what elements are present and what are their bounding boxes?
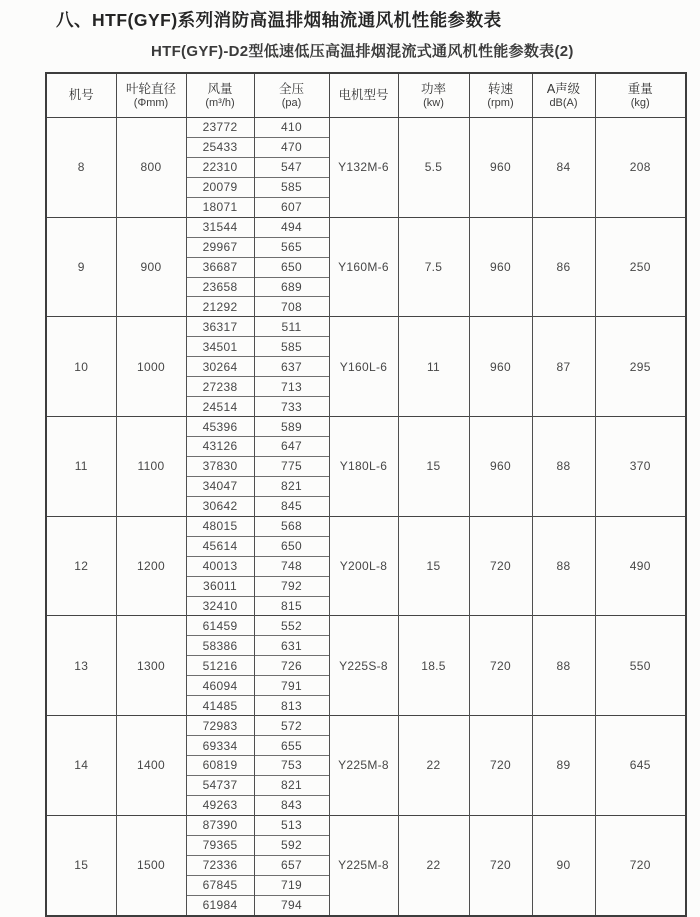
column-header-label: 重量 xyxy=(627,81,653,96)
weight-cell: 720 xyxy=(595,815,686,915)
table-row xyxy=(46,516,686,536)
airflow-cell: 48015 xyxy=(186,516,254,536)
motor-model-cell: Y200L-8 xyxy=(329,516,398,616)
airflow-cell: 72983 xyxy=(186,716,254,736)
pressure-cell: 753 xyxy=(254,756,329,776)
pressure-cell: 585 xyxy=(254,177,329,197)
motor-model-cell: Y225S-8 xyxy=(329,616,398,716)
airflow-cell: 30642 xyxy=(186,496,254,516)
speed-cell: 720 xyxy=(469,815,532,915)
weight-cell: 208 xyxy=(595,118,686,218)
impeller-diameter-cell: 900 xyxy=(116,217,186,317)
airflow-cell: 23772 xyxy=(186,118,254,138)
airflow-cell: 22310 xyxy=(186,157,254,177)
pressure-cell: 592 xyxy=(254,835,329,855)
power-cell: 11 xyxy=(398,317,469,417)
airflow-cell: 69334 xyxy=(186,736,254,756)
table-row xyxy=(46,815,686,835)
page-title: 八、HTF(GYF)系列消防高温排烟轴流通风机性能参数表 xyxy=(56,10,502,30)
speed-cell: 960 xyxy=(469,417,532,517)
table-row xyxy=(46,217,686,237)
airflow-cell: 58386 xyxy=(186,636,254,656)
airflow-cell: 34047 xyxy=(186,476,254,496)
airflow-cell: 23658 xyxy=(186,277,254,297)
airflow-cell: 31544 xyxy=(186,217,254,237)
airflow-cell: 25433 xyxy=(186,137,254,157)
table-header-row xyxy=(46,73,686,118)
airflow-cell: 61984 xyxy=(186,895,254,915)
column-header-unit: (kw) xyxy=(423,96,444,109)
noise-cell: 89 xyxy=(532,716,595,816)
motor-model-cell: Y160M-6 xyxy=(329,217,398,317)
airflow-cell: 34501 xyxy=(186,337,254,357)
impeller-diameter-cell: 1500 xyxy=(116,815,186,915)
column-header-label: 转速 xyxy=(487,81,513,96)
pressure-cell: 719 xyxy=(254,875,329,895)
airflow-cell: 46094 xyxy=(186,676,254,696)
pressure-cell: 821 xyxy=(254,476,329,496)
column-header-machine-no xyxy=(46,73,116,118)
speed-cell: 720 xyxy=(469,516,532,616)
fan-spec-table xyxy=(45,72,687,917)
motor-model-cell: Y160L-6 xyxy=(329,317,398,417)
pressure-cell: 843 xyxy=(254,795,329,815)
column-header-label: 机号 xyxy=(68,88,94,102)
speed-cell: 720 xyxy=(469,716,532,816)
weight-cell: 490 xyxy=(595,516,686,616)
pressure-cell: 708 xyxy=(254,297,329,317)
airflow-cell: 40013 xyxy=(186,556,254,576)
airflow-cell: 54737 xyxy=(186,775,254,795)
noise-cell: 88 xyxy=(532,516,595,616)
table-row xyxy=(46,317,686,337)
column-header-unit: (kg) xyxy=(630,96,650,109)
power-cell: 15 xyxy=(398,516,469,616)
column-header-label: 功率 xyxy=(420,81,446,96)
table-subtitle: HTF(GYF)-D2型低速低压高温排烟混流式通风机性能参数表(2) xyxy=(151,43,574,60)
pressure-cell: 821 xyxy=(254,775,329,795)
pressure-cell: 689 xyxy=(254,277,329,297)
column-header-label: 风量 xyxy=(207,81,233,96)
power-cell: 22 xyxy=(398,815,469,915)
airflow-cell: 20079 xyxy=(186,177,254,197)
pressure-cell: 647 xyxy=(254,437,329,457)
motor-model-cell: Y132M-6 xyxy=(329,118,398,218)
machine-no-cell: 8 xyxy=(46,118,116,218)
motor-model-cell: Y225M-8 xyxy=(329,716,398,816)
pressure-cell: 568 xyxy=(254,516,329,536)
airflow-cell: 67845 xyxy=(186,875,254,895)
impeller-diameter-cell: 1400 xyxy=(116,716,186,816)
speed-cell: 960 xyxy=(469,217,532,317)
airflow-cell: 29967 xyxy=(186,237,254,257)
column-header-weight xyxy=(595,73,686,118)
pressure-cell: 794 xyxy=(254,895,329,915)
airflow-cell: 32410 xyxy=(186,596,254,616)
power-cell: 15 xyxy=(398,417,469,517)
power-cell: 22 xyxy=(398,716,469,816)
column-header-pressure xyxy=(254,73,329,118)
pressure-cell: 815 xyxy=(254,596,329,616)
airflow-cell: 45396 xyxy=(186,417,254,437)
weight-cell: 370 xyxy=(595,417,686,517)
pressure-cell: 813 xyxy=(254,696,329,716)
power-cell: 7.5 xyxy=(398,217,469,317)
pressure-cell: 511 xyxy=(254,317,329,337)
pressure-cell: 552 xyxy=(254,616,329,636)
machine-no-cell: 12 xyxy=(46,516,116,616)
power-cell: 18.5 xyxy=(398,616,469,716)
pressure-cell: 585 xyxy=(254,337,329,357)
machine-no-cell: 13 xyxy=(46,616,116,716)
table-row xyxy=(46,118,686,138)
airflow-cell: 27238 xyxy=(186,377,254,397)
pressure-cell: 631 xyxy=(254,636,329,656)
column-header-noise-level xyxy=(532,73,595,118)
noise-cell: 88 xyxy=(532,616,595,716)
pressure-cell: 726 xyxy=(254,656,329,676)
column-header-unit: (pa) xyxy=(281,96,302,109)
speed-cell: 960 xyxy=(469,317,532,417)
pressure-cell: 513 xyxy=(254,815,329,835)
pressure-cell: 713 xyxy=(254,377,329,397)
pressure-cell: 589 xyxy=(254,417,329,437)
airflow-cell: 36011 xyxy=(186,576,254,596)
pressure-cell: 494 xyxy=(254,217,329,237)
table-row xyxy=(46,616,686,636)
pressure-cell: 650 xyxy=(254,536,329,556)
weight-cell: 550 xyxy=(595,616,686,716)
noise-cell: 88 xyxy=(532,417,595,517)
machine-no-cell: 10 xyxy=(46,317,116,417)
pressure-cell: 607 xyxy=(254,197,329,217)
pressure-cell: 637 xyxy=(254,357,329,377)
pressure-cell: 657 xyxy=(254,855,329,875)
impeller-diameter-cell: 1100 xyxy=(116,417,186,517)
airflow-cell: 61459 xyxy=(186,616,254,636)
column-header-label: 电机型号 xyxy=(338,88,389,102)
airflow-cell: 45614 xyxy=(186,536,254,556)
airflow-cell: 36317 xyxy=(186,317,254,337)
table-body xyxy=(46,118,686,916)
impeller-diameter-cell: 800 xyxy=(116,118,186,218)
pressure-cell: 748 xyxy=(254,556,329,576)
airflow-cell: 18071 xyxy=(186,197,254,217)
airflow-cell: 72336 xyxy=(186,855,254,875)
airflow-cell: 21292 xyxy=(186,297,254,317)
column-header-airflow xyxy=(186,73,254,118)
speed-cell: 720 xyxy=(469,616,532,716)
table-row xyxy=(46,417,686,437)
airflow-cell: 37830 xyxy=(186,456,254,476)
noise-cell: 87 xyxy=(532,317,595,417)
pressure-cell: 775 xyxy=(254,456,329,476)
airflow-cell: 30264 xyxy=(186,357,254,377)
noise-cell: 86 xyxy=(532,217,595,317)
pressure-cell: 655 xyxy=(254,736,329,756)
machine-no-cell: 15 xyxy=(46,815,116,915)
impeller-diameter-cell: 1300 xyxy=(116,616,186,716)
column-header-unit: (rpm) xyxy=(487,96,514,109)
pressure-cell: 470 xyxy=(254,137,329,157)
impeller-diameter-cell: 1000 xyxy=(116,317,186,417)
airflow-cell: 60819 xyxy=(186,756,254,776)
airflow-cell: 36687 xyxy=(186,257,254,277)
motor-model-cell: Y180L-6 xyxy=(329,417,398,517)
pressure-cell: 547 xyxy=(254,157,329,177)
pressure-cell: 572 xyxy=(254,716,329,736)
column-header-unit: (Φmm) xyxy=(133,96,169,109)
power-cell: 5.5 xyxy=(398,118,469,218)
airflow-cell: 49263 xyxy=(186,795,254,815)
noise-cell: 90 xyxy=(532,815,595,915)
column-header-label: 叶轮直径 xyxy=(125,81,176,96)
column-header-motor-model xyxy=(329,73,398,118)
pressure-cell: 565 xyxy=(254,237,329,257)
column-header-speed xyxy=(469,73,532,118)
airflow-cell: 51216 xyxy=(186,656,254,676)
weight-cell: 645 xyxy=(595,716,686,816)
table-header xyxy=(46,73,686,118)
pressure-cell: 410 xyxy=(254,118,329,138)
machine-no-cell: 11 xyxy=(46,417,116,517)
motor-model-cell: Y225M-8 xyxy=(329,815,398,915)
column-header-unit: (m³/h) xyxy=(205,96,235,109)
airflow-cell: 43126 xyxy=(186,437,254,457)
airflow-cell: 79365 xyxy=(186,835,254,855)
weight-cell: 250 xyxy=(595,217,686,317)
table-row xyxy=(46,716,686,736)
airflow-cell: 41485 xyxy=(186,696,254,716)
pressure-cell: 733 xyxy=(254,397,329,417)
weight-cell: 295 xyxy=(595,317,686,417)
pressure-cell: 791 xyxy=(254,676,329,696)
column-header-impeller-diameter xyxy=(116,73,186,118)
pressure-cell: 792 xyxy=(254,576,329,596)
column-header-label: A声级 xyxy=(546,81,581,96)
airflow-cell: 87390 xyxy=(186,815,254,835)
machine-no-cell: 9 xyxy=(46,217,116,317)
column-header-unit: dB(A) xyxy=(549,96,578,109)
speed-cell: 960 xyxy=(469,118,532,218)
column-header-power xyxy=(398,73,469,118)
impeller-diameter-cell: 1200 xyxy=(116,516,186,616)
machine-no-cell: 14 xyxy=(46,716,116,816)
noise-cell: 84 xyxy=(532,118,595,218)
pressure-cell: 650 xyxy=(254,257,329,277)
pressure-cell: 845 xyxy=(254,496,329,516)
column-header-label: 全压 xyxy=(278,81,304,96)
airflow-cell: 24514 xyxy=(186,397,254,417)
